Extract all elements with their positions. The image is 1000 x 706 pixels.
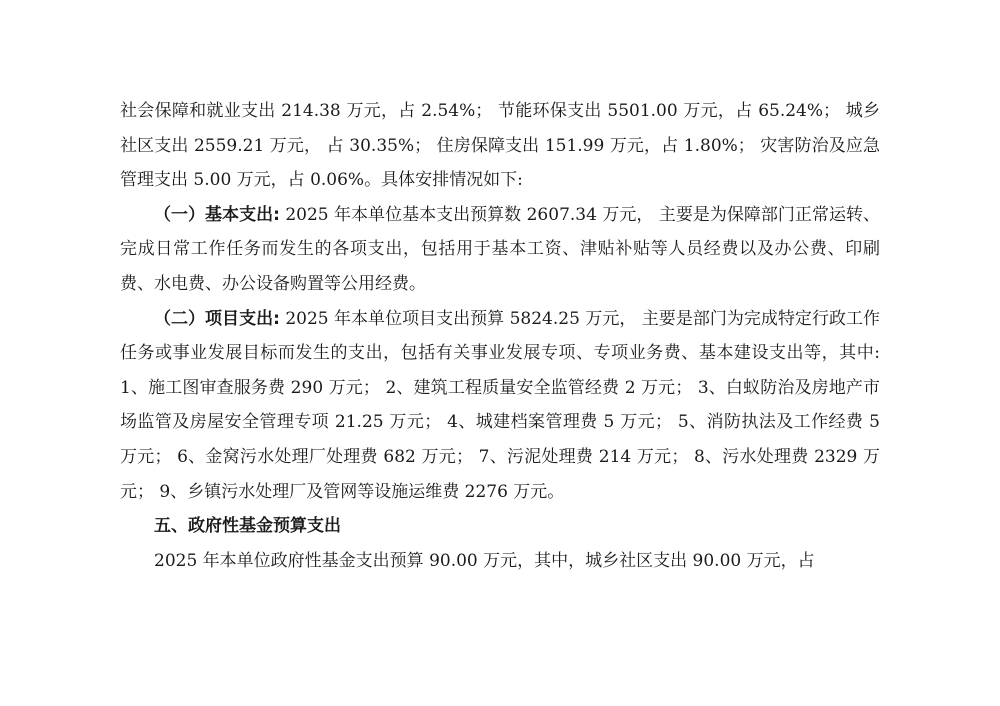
paragraph-project-expenditure [120,302,880,510]
project-expenditure-text: 2025 年本单位项目支出预算 5824.25 万元， 主要是部门为完成特定行政工作任务或事业发展目标而发生的支出，包括有关事业发展专项、专项业务费、基本建设支出等，其中: 1、施工图审查服务费 290 万元； 2、建筑工程质量安全监管经费 2 万元； 3、白蚁防治及房地产市场监管及房屋安全管理专项 21.25 万元； 4、城建档案管理费 5 万元； 5、消防执法及工作经费 5 万元； 6、金窝污水处理厂处理费 682 万元； 7、污泥处理费 214 万元； 8、污水处理费 2329 万元； 9、乡镇污水处理厂及管网等设施运维费 2276 万元。 [120,308,880,502]
document-body [120,94,880,578]
paragraph-basic-expenditure [120,198,880,302]
basic-expenditure-lead: （一）基本支出: [154,204,280,225]
paragraph-government-fund: 2025 年本单位政府性基金支出预算 90.00 万元，其中，城乡社区支出 90.00 万元，占 [154,550,815,571]
section-heading-government-fund: 五、政府性基金预算支出 [154,516,341,537]
paragraph-expenditure-breakdown: 社会保障和就业支出 214.38 万元，占 2.54%； 节能环保支出 5501.00 万元，占 65.24%； 城乡社区支出 2559.21 万元， 占 30.35%； 住房保障支出 151.99 万元，占 1.80%； 灾害防治及应急管理支出 5.00 万元，占 0.06%。具体安排情况如下: [120,101,880,191]
basic-expenditure-text: 2025 年本单位基本支出预算数 2607.34 万元， 主要是为保障部门正常运转、完成日常工作任务而发生的各项支出，包括用于基本工资、津贴补贴等人员经费以及办公费、印刷费、水电费、办公设备购置等公用经费。 [120,204,880,294]
project-expenditure-lead: （二）项目支出: [154,308,280,329]
